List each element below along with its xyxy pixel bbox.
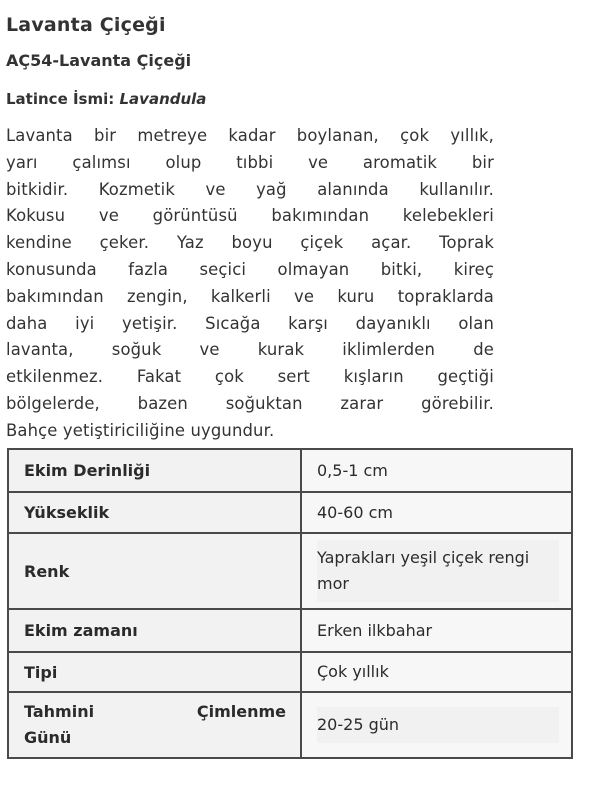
description-line: kendine çeker. Yaz boyu çiçek açar. Toprak bbox=[6, 233, 494, 253]
description-line: yarı çalımsı olup tıbbi ve aromatik bir bbox=[6, 152, 494, 172]
spec-table bbox=[7, 448, 573, 759]
description-line: lavanta, soğuk ve kurak iklimlerden de bbox=[6, 340, 494, 360]
spec-value-text: 20-25 gün bbox=[317, 715, 400, 734]
table-row bbox=[8, 692, 572, 758]
spec-value: Erken ilkbahar bbox=[301, 609, 572, 652]
spec-label: Renk bbox=[8, 533, 301, 609]
spec-value-box bbox=[317, 707, 559, 743]
spec-value bbox=[301, 533, 572, 609]
spec-label: Tipi bbox=[8, 652, 301, 692]
description-line: bölgelerde, bazen soğuktan zarar görebilir. bbox=[6, 393, 494, 413]
spec-label bbox=[8, 692, 301, 758]
table-row bbox=[8, 652, 572, 692]
description-line: bakımından zengin, kalkerli ve kuru topraklarda bbox=[6, 286, 494, 306]
description-line: konusunda fazla seçici olmayan bitki, kireç bbox=[6, 259, 494, 279]
description-line: etkilenmez. Fakat çok sert kışların geçtiği bbox=[6, 367, 494, 387]
page-title: Lavanta Çiçeği bbox=[6, 14, 166, 36]
description-line: Kokusu ve görüntüsü bakımından kelebekleri bbox=[6, 206, 494, 226]
spec-value: Çok yıllık bbox=[301, 652, 572, 692]
table-row bbox=[8, 533, 572, 609]
spec-label-line: Günü bbox=[24, 728, 72, 747]
spec-value bbox=[301, 692, 572, 758]
spec-value-line: Yaprakları yeşil çiçek rengi bbox=[317, 548, 530, 567]
latin-name-value: Lavandula bbox=[119, 90, 207, 108]
description-line: Lavanta bir metreye kadar boylanan, çok yıllık, bbox=[6, 126, 494, 145]
description bbox=[6, 123, 494, 445]
description-line: daha iyi yetişir. Sıcağa karşı dayanıklı olan bbox=[6, 313, 494, 333]
table-row bbox=[8, 492, 572, 533]
spec-label-line: Tahmini Çimlenme bbox=[24, 702, 286, 721]
table-row bbox=[8, 609, 572, 652]
table-row bbox=[8, 449, 572, 492]
product-code: AÇ54-Lavanta Çiçeği bbox=[6, 51, 192, 70]
description-line: Bahçe yetiştiriciliğine uygundur. bbox=[6, 420, 275, 440]
latin-name-label: Latince İsmi: bbox=[6, 90, 115, 108]
spec-value: 0,5-1 cm bbox=[301, 449, 572, 492]
spec-label: Ekim zamanı bbox=[8, 609, 301, 652]
spec-value-box bbox=[317, 540, 559, 602]
spec-label: Yükseklik bbox=[8, 492, 301, 533]
spec-value-line: mor bbox=[317, 574, 349, 593]
spec-value: 40-60 cm bbox=[301, 492, 572, 533]
latin-name bbox=[6, 90, 206, 108]
spec-label: Ekim Derinliği bbox=[8, 449, 301, 492]
description-line: bitkidir. Kozmetik ve yağ alanında kullanılır. bbox=[6, 179, 494, 199]
